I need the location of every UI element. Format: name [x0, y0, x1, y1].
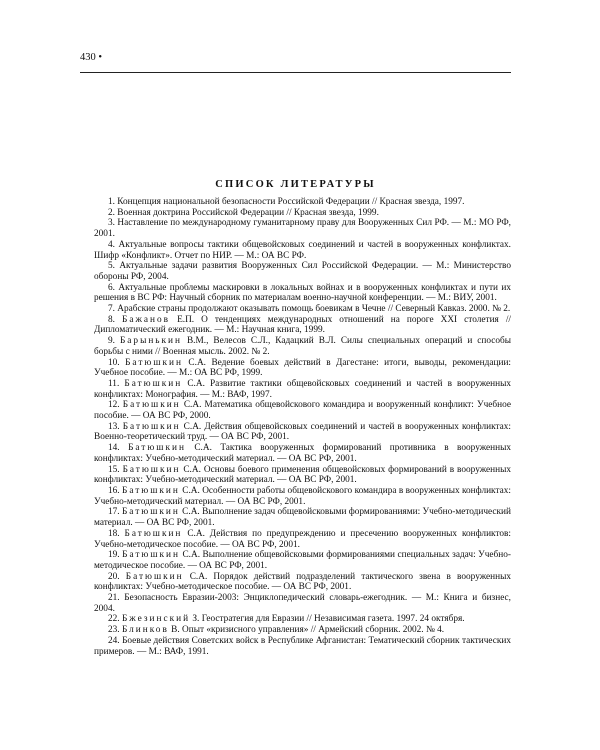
reference-item: [94, 400, 511, 421]
reference-number: 18.: [108, 528, 120, 539]
reference-item: [94, 636, 511, 657]
reference-number: 17.: [108, 507, 120, 518]
reference-item: [94, 261, 511, 282]
page-number: 430 •: [80, 52, 103, 63]
reference-item: [94, 572, 511, 593]
reference-item: [94, 197, 511, 208]
reference-item: [94, 422, 511, 443]
reference-text: 5. Актуальные задачи развития Вооруженных Сил Российской Федерации. — М.: Министерство обороны РФ, 2004.: [94, 261, 511, 282]
reference-text: С.А. Особенности работы общевойскового командира в вооруженных конфликтах: Учебно-методический материал. — ОА ВС РФ, 2001.: [94, 485, 511, 507]
reference-author: Батюшкин: [122, 421, 181, 432]
reference-author: Батюшкин: [122, 485, 180, 496]
reference-item: [94, 379, 511, 400]
reference-item: [94, 240, 511, 261]
reference-number: 22.: [108, 614, 120, 625]
reference-text: С.А. Ведение боевых действий в Дагестане: итоги, выводы, рекомендации: Учебное пособие. — М.: ОА ВС РФ, 1999.: [94, 357, 512, 379]
reference-item: [94, 304, 511, 315]
reference-author: Батюшкин: [122, 464, 181, 475]
reference-item: [94, 208, 511, 219]
reference-text: 1. Концепция национальной безопасности Российской Федерации // Красная звезда, 1997.: [108, 197, 465, 207]
reference-number: 8.: [108, 314, 115, 325]
reference-text: 7. Арабские страны продолжают оказывать помощь боевикам в Чечне // Северный Кавказ. 2000. № 2.: [108, 304, 511, 315]
reference-text: С.А. Тактика вооруженных формирований противника в вооруженных конфликтах: Учебно-методический материал. — ОА ВС РФ, 2001.: [94, 443, 511, 464]
reference-author: Батюшкин: [122, 550, 180, 561]
reference-author: Бажанов: [122, 314, 171, 325]
reference-text: 2. Военная доктрина Российской Федерации // Красная звезда, 1999.: [108, 207, 379, 218]
reference-author: Батюшкин: [122, 400, 181, 411]
reference-author: Батюшкин: [128, 443, 186, 454]
reference-author: Батюшкин: [124, 378, 183, 389]
reference-item: [94, 593, 511, 614]
reference-number: 9.: [108, 336, 115, 347]
reference-number: 15.: [108, 464, 120, 475]
reference-item: [94, 465, 511, 486]
reference-item: [94, 283, 511, 304]
reference-text: В. Опыт «кризисного управления» // Армейский сборник. 2002. № 4.: [171, 625, 445, 636]
reference-author: Батюшкин: [121, 507, 180, 518]
reference-number: 12.: [108, 400, 120, 411]
reference-item: [94, 507, 511, 528]
reference-text: 24. Боевые действия Советских войск в Республике Афганистан: Тематический сборник тактических примеров. — М.: ВАФ, 1991.: [94, 635, 511, 657]
reference-text: 21. Безопасность Евразии-2003: Энциклопедический словарь-ежегодник. — М.: Книга и бизнес, 2004.: [94, 593, 511, 614]
reference-number: 11.: [108, 378, 120, 389]
reference-text: В.М., Велесов С.Л., Кадацкий В.Л. Силы специальных операций и способы борьбы с ними // Военная мысль. 2002. № 2.: [94, 336, 512, 357]
reference-text: Е.П. О тенденциях международных отношений на пороге XXI столетия // Дипломатический ежегодник. — М.: Научная книга, 1999.: [94, 314, 512, 336]
bibliography-heading: СПИСОК ЛИТЕРАТУРЫ: [215, 179, 376, 190]
reference-list: [94, 197, 511, 657]
reference-item: [94, 443, 511, 464]
reference-text: С.А. Порядок действий подразделений тактического звена в вооруженных конфликтах: Учебно-методическое пособие. — ОА ВС РФ, 2001.: [94, 571, 511, 593]
reference-number: 16.: [108, 485, 120, 496]
reference-text: С.А. Математика общевойскового командира и вооруженный конфликт: Учебное пособие. — ОА ВС РФ, 2000.: [94, 400, 512, 422]
reference-author: Батюшкин: [125, 357, 183, 368]
reference-item: [94, 614, 511, 625]
reference-item: [94, 358, 511, 379]
reference-item: [94, 486, 511, 507]
reference-item: [94, 218, 511, 239]
reference-item: [94, 625, 511, 636]
reference-item: [94, 315, 511, 336]
reference-number: 23.: [108, 625, 120, 636]
reference-author: Бжезинский: [121, 614, 191, 625]
reference-text: 3. Наставление по международному гуманитарному праву для Вооруженных Сил РФ. — М.: МО РФ, 2001.: [94, 218, 511, 240]
reference-number: 13.: [108, 421, 120, 432]
reference-text: С.А. Действия общевойсковых соединений и частей в вооруженных конфликтах: Военно-теоретический труд. — ОА ВС РФ, 2001.: [94, 421, 512, 443]
reference-text: С.А. Выполнение задач общевойсковыми формированиями: Учебно-методический материал. — ОА ВС РФ, 2001.: [94, 507, 511, 529]
reference-author: Блинков: [121, 625, 169, 636]
reference-text: С.А. Основы боевого применения общевойсковых формирований в вооруженных конфликтах: Учебно-методический материал. — ОА ВС РФ, 2001.: [94, 464, 512, 486]
reference-number: 14.: [108, 443, 120, 454]
header-rule: [80, 72, 511, 73]
reference-number: 20.: [108, 571, 120, 582]
reference-number: 10.: [108, 357, 120, 368]
reference-text: С.А. Действия по предупреждению и пресечению вооруженных конфликтов: Учебно-методическое пособие. — ОА ВС РФ, 2001.: [94, 528, 512, 550]
reference-text: С.А. Выполнение общевойсковыми формированиями специальных задач: Учебно-методическое пособие. — ОА ВС РФ, 2001.: [94, 550, 512, 571]
reference-author: Барынькин: [119, 336, 182, 347]
reference-item: [94, 336, 511, 357]
reference-text: З. Геостратегия для Евразии // Независимая газета. 1997. 24 октября.: [192, 614, 465, 625]
reference-author: Батюшкин: [125, 571, 184, 582]
reference-number: 19.: [108, 550, 120, 561]
reference-text: 6. Актуальные проблемы маскировки в локальных войнах и в вооруженных конфликтах и пути их решения в ВС РФ: Научный сборник по материалам военно-научной конференции. — М.: ВИУ, 2001.: [94, 282, 511, 304]
reference-text: 4. Актуальные вопросы тактики общевойсковых соединений и частей в вооруженных конфликтах. Шифр «Конфликт». Отчет по НИР. — М.: ОА ВС РФ.: [94, 239, 511, 261]
reference-text: С.А. Развитие тактики общевойсковых соединений и частей в вооруженных конфликтах: Монография. — М.: ВАФ, 1997.: [94, 378, 512, 400]
reference-item: [94, 550, 511, 571]
reference-item: [94, 529, 511, 550]
reference-author: Батюшкин: [124, 528, 183, 539]
